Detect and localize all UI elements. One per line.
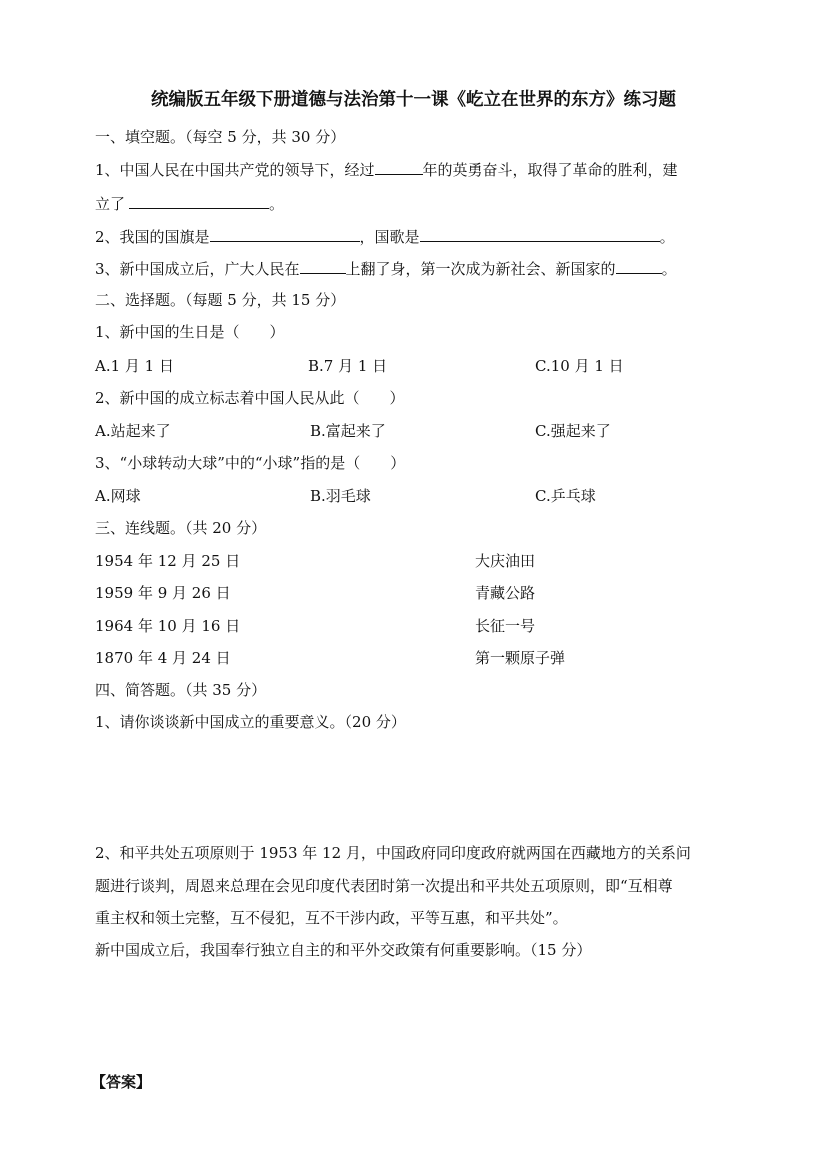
answer-blank[interactable] — [616, 259, 662, 274]
section-heading-fill-blank: 一、填空题。（每空 5 分，共 30 分） — [95, 128, 346, 146]
match-left-item[interactable]: 1870 年 4 月 24 日 — [95, 649, 231, 667]
match-right-item[interactable]: 大庆油田 — [475, 552, 536, 570]
question-text: 3、新中国成立后，广大人民在 — [95, 260, 300, 278]
short-answer-question-2-line: 2、和平共处五项原则于 1953 年 12 月，中国政府同印度政府就两国在西藏地方的关系问 — [95, 844, 691, 862]
choice-question-2: 2、新中国的成立标志着中国人民从此（ ） — [95, 389, 405, 407]
question-text: 。 — [659, 228, 675, 246]
short-answer-question-2-line: 重主权和领土完整，互不侵犯，互不干涉内政，平等互惠，和平共处”。 — [95, 909, 568, 927]
match-right-item[interactable]: 长征一号 — [475, 617, 536, 635]
question-fill-1 — [95, 160, 678, 180]
answer-blank[interactable] — [300, 259, 346, 274]
section-heading-short-answer: 四、简答题。（共 35 分） — [95, 681, 267, 699]
question-fill-1-cont — [95, 194, 284, 214]
choice-option-b[interactable]: B.富起来了 — [310, 422, 386, 440]
choice-option-b[interactable]: B.羽毛球 — [310, 487, 371, 505]
choice-option-a[interactable]: A.网球 — [95, 487, 141, 505]
choice-option-c[interactable]: C.10 月 1 日 — [535, 357, 624, 375]
choice-option-a[interactable]: A.站起来了 — [95, 422, 171, 440]
short-answer-question-1: 1、请你谈谈新中国成立的重要意义。（20 分） — [95, 713, 406, 731]
question-text: 立了 — [95, 195, 126, 213]
match-left-item[interactable]: 1954 年 12 月 25 日 — [95, 552, 241, 570]
question-text: 2、我国的国旗是 — [95, 228, 210, 246]
choice-question-1: 1、新中国的生日是（ ） — [95, 323, 285, 341]
question-text: ，国歌是 — [359, 228, 420, 246]
document-title: 统编版五年级下册道德与法治第十一课《屹立在世界的东方》练习题 — [151, 90, 676, 110]
answer-blank[interactable] — [375, 160, 423, 175]
answer-blank[interactable] — [420, 227, 660, 242]
question-fill-3 — [95, 259, 677, 279]
section-heading-matching: 三、连线题。（共 20 分） — [95, 519, 267, 537]
section-heading-choice: 二、选择题。（每题 5 分，共 15 分） — [95, 291, 346, 309]
question-text: 上翻了身，第一次成为新社会、新国家的 — [345, 260, 616, 278]
short-answer-question-2-line: 新中国成立后，我国奉行独立自主的和平外交政策有何重要影响。（15 分） — [95, 941, 592, 959]
question-text: 1、中国人民在中国共产党的领导下，经过 — [95, 161, 375, 179]
choice-option-a[interactable]: A.1 月 1 日 — [95, 357, 174, 375]
question-text: 。 — [269, 195, 285, 213]
short-answer-question-2-line: 题进行谈判，周恩来总理在会见印度代表团时第一次提出和平共处五项原则，即“互相尊 — [95, 877, 673, 895]
choice-option-c[interactable]: C.乒乓球 — [535, 487, 596, 505]
answer-heading: 【答案】 — [91, 1073, 152, 1091]
choice-option-c[interactable]: C.强起来了 — [535, 422, 611, 440]
choice-option-b[interactable]: B.7 月 1 日 — [308, 357, 388, 375]
answer-blank[interactable] — [210, 227, 360, 242]
question-text: 年的英勇奋斗，取得了革命的胜利，建 — [422, 161, 678, 179]
match-right-item[interactable]: 第一颗原子弹 — [475, 649, 566, 667]
answer-blank[interactable] — [129, 194, 269, 209]
question-fill-2 — [95, 227, 675, 247]
match-right-item[interactable]: 青藏公路 — [475, 584, 536, 602]
match-left-item[interactable]: 1959 年 9 月 26 日 — [95, 584, 231, 602]
choice-question-3: 3、“小球转动大球”中的“小球”指的是（ ） — [95, 454, 406, 472]
question-text: 。 — [661, 260, 677, 278]
match-left-item[interactable]: 1964 年 10 月 16 日 — [95, 617, 241, 635]
